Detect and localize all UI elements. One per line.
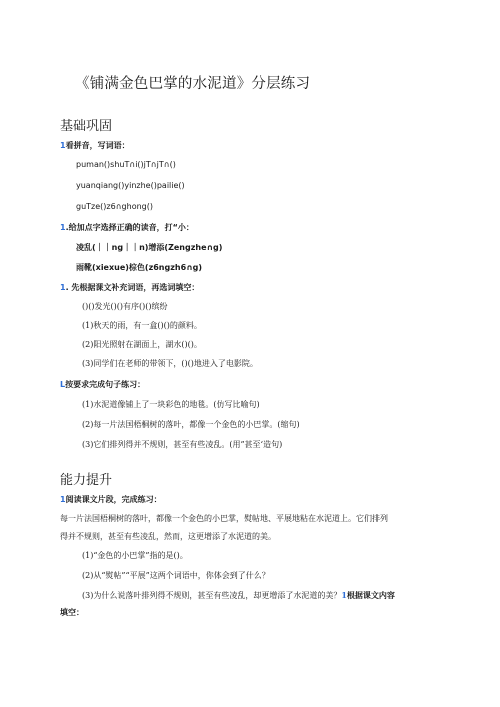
reading-question-line bbox=[82, 590, 395, 601]
reading-question-line: (2)从“熨帖”“平展”这两个词语中，你体会到了什么？ bbox=[82, 571, 270, 580]
question-number: 1 bbox=[60, 283, 66, 292]
page-title: 《铺满金色巴掌的水泥道》分层练习 bbox=[75, 76, 311, 92]
question-3 bbox=[60, 282, 199, 293]
section-heading-basic: 基础巩固 bbox=[60, 119, 113, 134]
word-fill-line: (1)秋天的雨，有一盒()()的颜料。 bbox=[82, 321, 202, 330]
question-text: .给加点字选择正确的读音，打“小： bbox=[65, 223, 194, 232]
question-number: 1 bbox=[60, 495, 66, 504]
next-question-text: 根据课文内容 bbox=[346, 591, 395, 600]
question-number: 1 bbox=[341, 590, 347, 600]
reading-question-text: (3)为什么说落叶排列得不规则，甚至有些凌乱，却更增添了水泥道的美？ bbox=[82, 591, 342, 600]
pinyin-line: guTze()z6∩ghong() bbox=[76, 202, 153, 211]
reading-choice-line: 凌乱(｜｜ng｜｜n)增添(Zengzhe∩g) bbox=[76, 243, 223, 252]
reading-choice-line: 雨靴(xiexue)棕色(z6ngzh6∩g) bbox=[76, 263, 203, 272]
pinyin-line: yuanqiang()yinzhe()pailie() bbox=[76, 181, 185, 190]
question-number: 1 bbox=[60, 141, 66, 150]
question-2 bbox=[60, 222, 194, 233]
passage-line: 每一片法国梧桐树的落叶，都像一个金色的小巴掌，熨帖地、平展地粘在水泥道上。它们排列 bbox=[60, 514, 388, 523]
word-fill-line: (3)同学们在老师的带领下，()()地进入了电影院。 bbox=[82, 359, 258, 368]
question-text: . 先根据课文补充词语，再选词填空： bbox=[65, 283, 200, 292]
question-1 bbox=[60, 140, 130, 151]
next-question-text-cont: 填空： bbox=[60, 608, 84, 617]
question-4 bbox=[60, 379, 145, 390]
sentence-task-line: (2)每一片法国梧桐树的落叶，都像一个金色的小巴掌。(缩句) bbox=[82, 420, 300, 429]
question-text: 看拼音，写词语： bbox=[65, 141, 130, 150]
pinyin-line: puman()shuT∩i()jT∩jT∩() bbox=[76, 160, 176, 169]
word-fill-line: ()()发光()()有序()()缤纷 bbox=[82, 302, 168, 311]
sentence-task-line: (3)它们排列得并不规则，甚至有些凌乱。(用”甚至‘造句) bbox=[82, 440, 283, 449]
question-text: 按要求完成句子练习： bbox=[65, 380, 146, 389]
reading-question-line: (1)“金色的小巴掌”指的是()。 bbox=[82, 551, 188, 560]
sentence-task-line: (1)水泥道像铺上了一块彩色的地毯。(仿写比喻句) bbox=[82, 400, 260, 409]
question-text: 阅读课文片段，完成练习： bbox=[65, 495, 162, 504]
question-5 bbox=[60, 494, 162, 505]
question-number: 1 bbox=[60, 223, 66, 232]
question-number: L bbox=[60, 380, 66, 389]
word-fill-line: (2)阳光照射在湖面上，湖水()()。 bbox=[82, 340, 202, 349]
section-heading-advanced: 能力提升 bbox=[60, 473, 113, 488]
passage-line: 得并不规则，甚至有些凌乱，然而，这更增添了水泥道的美。 bbox=[60, 532, 276, 541]
